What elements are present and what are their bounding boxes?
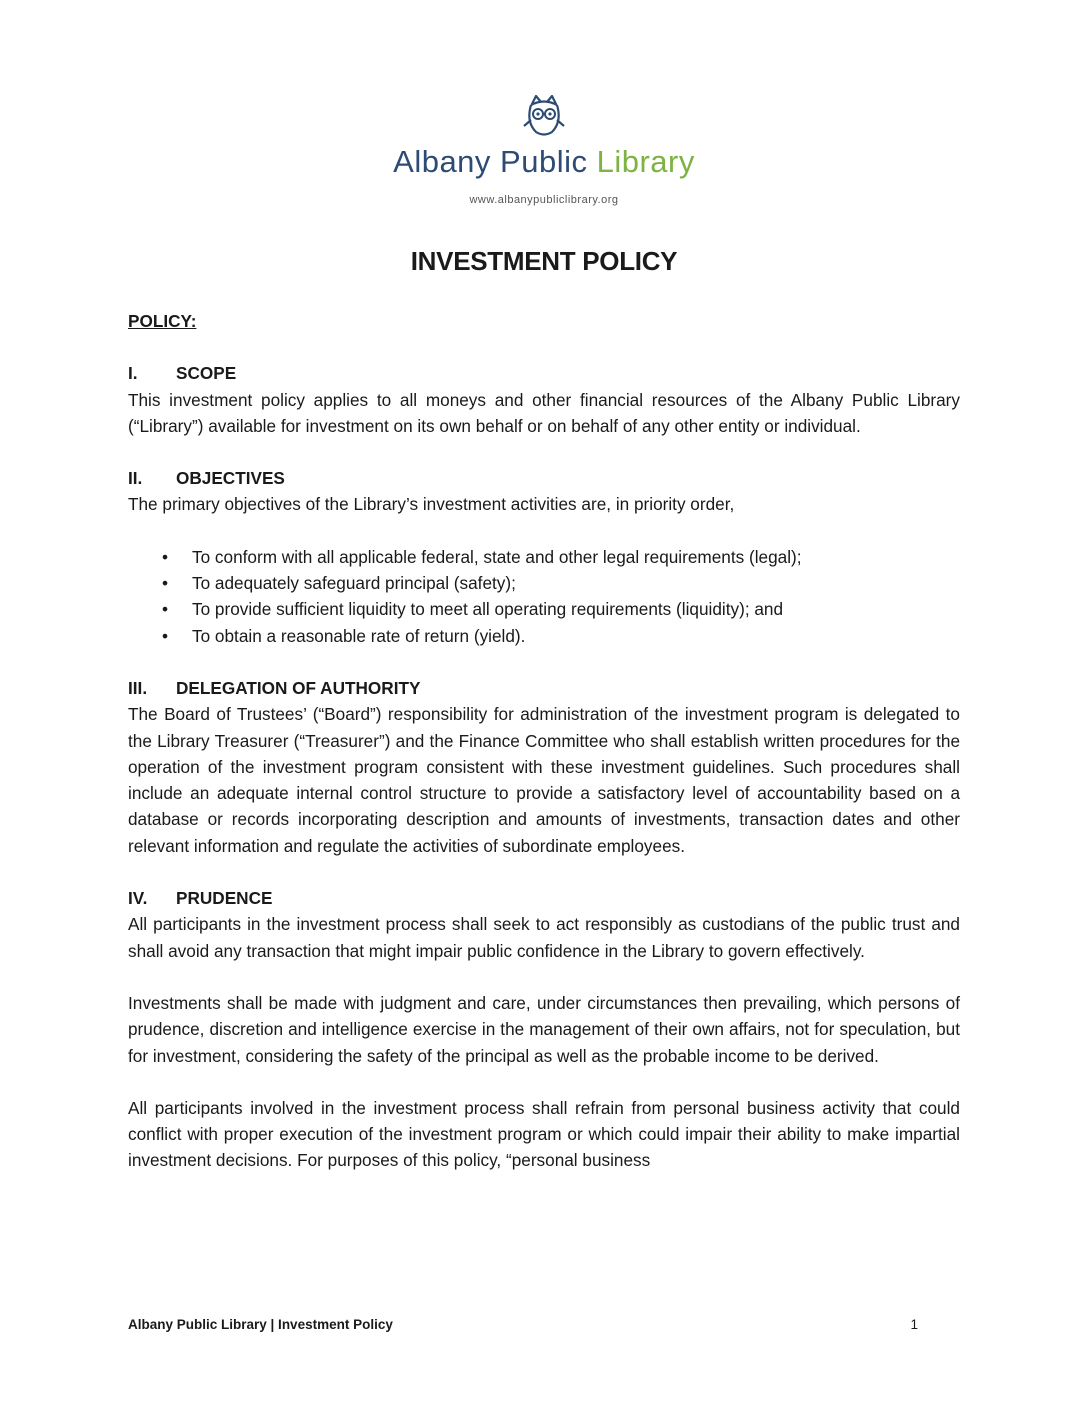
section-heading-prudence	[128, 885, 960, 911]
footer-text: Albany Public Library | Investment Policy	[128, 1317, 393, 1332]
prudence-text-1: All participants in the investment process shall seek to act responsibly as custodians of the public trust and shall avoid any transaction that might impair public confidence in the Library to govern effectively.	[128, 914, 960, 961]
owl-icon	[522, 92, 566, 138]
objectives-list	[128, 544, 960, 649]
section-number: II.	[128, 468, 143, 489]
library-url: www.albanypubliclibrary.org	[469, 194, 619, 206]
section-heading-objectives	[128, 465, 960, 491]
section-number: IV.	[128, 888, 148, 909]
section-title: DELEGATION OF AUTHORITY	[176, 677, 421, 698]
library-name	[0, 144, 1088, 180]
prudence-text-2: Investments shall be made with judgment and care, under circumstances then prevailing, which persons of prudence, discretion and intelligence exercise in the management of their own affairs, not for speculation, but for investment, considering the safety of the principal as well as the probable income to be derived.	[128, 992, 960, 1066]
page-footer	[128, 1317, 918, 1332]
library-name-part1: Albany Public	[393, 144, 597, 179]
section-heading-scope	[128, 360, 960, 386]
policy-label: POLICY:	[128, 311, 197, 331]
section-number: III.	[128, 677, 148, 698]
section-heading-delegation	[128, 675, 960, 701]
policy-body	[128, 308, 960, 1174]
section-number: I.	[128, 363, 138, 384]
list-item: • To obtain a reasonable rate of return (yield).	[192, 623, 960, 649]
list-item: • To conform with all applicable federal, state and other legal requirements (legal);	[192, 544, 960, 570]
objectives-text: The primary objectives of the Library’s investment activities are, in priority order,	[128, 494, 735, 515]
section-title: PRUDENCE	[176, 888, 273, 909]
section-title: OBJECTIVES	[176, 468, 285, 489]
list-item: • To provide sufficient liquidity to meet all operating requirements (liquidity); and	[192, 596, 960, 622]
library-logo	[0, 92, 1088, 206]
scope-text: This investment policy applies to all moneys and other financial resources of the Albany Public Library (“Library”) available for investment on its own behalf or on behalf of any other entity or individual.	[128, 389, 960, 436]
page-number: 1	[910, 1317, 918, 1332]
list-item: • To adequately safeguard principal (safety);	[192, 570, 960, 596]
page-title: INVESTMENT POLICY	[410, 246, 678, 276]
library-name-part2: Library	[596, 144, 695, 179]
section-title: SCOPE	[176, 363, 237, 384]
prudence-text-3: All participants involved in the investment process shall refrain from personal business activity that could conflict with proper execution of the investment program or which could impair their ability to make impartial investment decisions. For purposes of this policy, “personal business	[128, 1097, 960, 1171]
delegation-text: The Board of Trustees’ (“Board”) responsibility for administration of the investment program is delegated to the Library Treasurer (“Treasurer”) and the Finance Committee who shall establish written procedures for the operation of the investment program consistent with these investment guidelines. Such procedures shall include an adequate internal control structure to provide a satisfactory level of accountability based on a database or records incorporating description and amounts of investments, transaction dates and other relevant information and regulate the activities of subordinate employees.	[128, 704, 960, 856]
